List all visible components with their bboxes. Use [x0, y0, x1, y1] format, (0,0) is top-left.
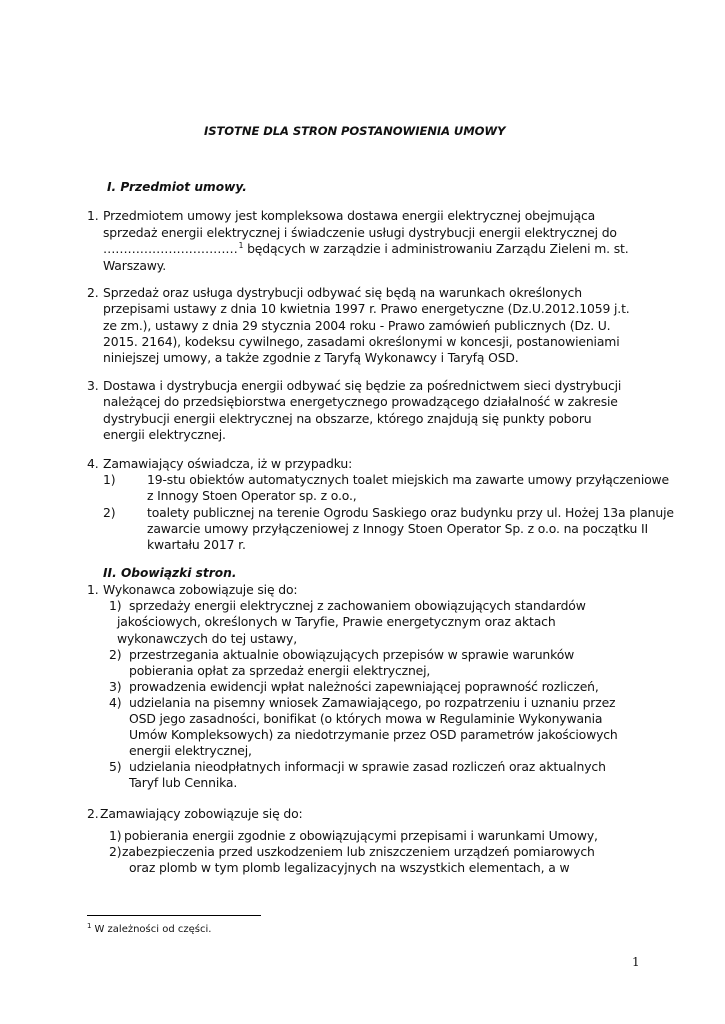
paragraph-line: udzielania nieodpłatnych informacji w sprawie zasad rozliczeń oraz aktualnych [129, 759, 606, 774]
paragraph-line: Wykonawca zobowiązuje się do: [103, 582, 298, 597]
paragraph-line: sprzedaży energii elektrycznej z zachowaniem obowiązujących standardów [129, 598, 586, 613]
page-number: 1 [632, 955, 640, 969]
item-number: 2. [87, 285, 99, 300]
item-number: 1. [87, 208, 99, 223]
paragraph-line: Dostawa i dystrybucja energii odbywać się będzie za pośrednictwem sieci dystrybucji [103, 378, 622, 393]
sub-item-number: 1) [109, 598, 122, 613]
paragraph-line: prowadzenia ewidencji wpłat należności zapewniającej poprawność rozliczeń, [129, 679, 599, 694]
paragraph-line: należącej do przedsiębiorstwa energetycznego prowadzącego działalność w zakresie [103, 394, 618, 409]
footnote-separator [87, 915, 261, 916]
paragraph-line: sprzedaż energii elektrycznej i świadczenie usługi dystrybucji energii elektrycznej do [103, 225, 617, 240]
paragraph-line: toalety publicznej na terenie Ogrodu Saskiego oraz budynku przy ul. Hożej 13a planuje [147, 505, 674, 520]
paragraph-line: pobierania energii zgodnie z obowiązującymi przepisami i warunkami Umowy, [124, 828, 598, 843]
paragraph-line: dystrybucji energii elektrycznej na obszarze, którego znajdują się punkty poboru [103, 411, 592, 426]
footnote-reference[interactable]: 1 [238, 241, 244, 250]
paragraph-line: Umów Kompleksowych) za niedotrzymanie przez OSD parametrów jakościowych [129, 727, 618, 742]
paragraph-line: zabezpieczenia przed uszkodzeniem lub zniszczeniem urządzeń pomiarowych [122, 844, 595, 859]
footnote [87, 924, 211, 935]
section-heading-1: I. Przedmiot umowy. [107, 180, 247, 194]
paragraph-line: Przedmiotem umowy jest kompleksowa dostawa energii elektrycznej obejmująca [103, 208, 596, 223]
paragraph-line-rest: będących w zarządzie i administrowaniu Zarządu Zieleni m. st. [243, 241, 629, 256]
sub-item-number: 2) [103, 505, 116, 520]
footnote-text: W zależności od części. [94, 924, 212, 935]
paragraph-line: energii elektrycznej, [129, 743, 252, 758]
paragraph-line: wykonawczych do tej ustawy, [117, 631, 297, 646]
sub-item-number: 1) [103, 472, 116, 487]
footnote-marker: 1 [87, 922, 92, 930]
item-number: 3. [87, 378, 99, 393]
paragraph-line: jakościowych, określonych w Taryfie, Prawie energetycznym oraz aktach [117, 614, 556, 629]
section-heading-2: II. Obowiązki stron. [103, 566, 237, 580]
paragraph-line: udzielania na pisemny wniosek Zamawiającego, po rozpatrzeniu i uznaniu przez [129, 695, 616, 710]
paragraph-line [103, 241, 629, 260]
paragraph-line: Warszawy. [103, 258, 166, 273]
paragraph-line: przepisami ustawy z dnia 10 kwietnia 1997 r. Prawo energetyczne (Dz.U.2012.1059 j.t. [103, 301, 630, 316]
item-number: 1. [87, 582, 99, 597]
paragraph-line: 2015. 2164), kodeksu cywilnego, zasadami określonymi w koncesji, postanowieniami [103, 334, 620, 349]
document-title: ISTOTNE DLA STRON POSTANOWIENIA UMOWY [204, 124, 506, 138]
paragraph-line: OSD jego zasadności, bonifikat (o których mowa w Regulaminie Wykonywania [129, 711, 603, 726]
sub-item-number: 1) [109, 828, 122, 843]
paragraph-line: przestrzegania aktualnie obowiązujących przepisów w sprawie warunków [129, 647, 575, 662]
paragraph-line: zawarcie umowy przyłączeniowej z Innogy Stoen Operator Sp. z o.o. na początku II [147, 521, 648, 536]
paragraph-line: Zamawiający zobowiązuje się do: [100, 806, 303, 821]
item-number: 4. [87, 456, 99, 471]
paragraph-line: Zamawiający oświadcza, iż w przypadku: [103, 456, 353, 471]
paragraph-line: pobierania opłat za sprzedaż energii elektrycznej, [129, 663, 431, 678]
paragraph-line: z Innogy Stoen Operator sp. z o.o., [147, 488, 357, 503]
paragraph-line: energii elektrycznej. [103, 427, 226, 442]
sub-item-number: 5) [109, 759, 122, 774]
paragraph-line: oraz plomb w tym plomb legalizacyjnych na wszystkich elementach, a w [129, 860, 570, 875]
paragraph-line: Taryf lub Cennika. [129, 775, 238, 790]
blank-dots: …………………………… [103, 241, 238, 256]
sub-item-number: 3) [109, 679, 122, 694]
paragraph-line: niniejszej umowy, a także zgodnie z Taryfą Wykonawcy i Taryfą OSD. [103, 350, 519, 365]
sub-item-number: 2) [109, 844, 122, 859]
paragraph-line: 19-stu obiektów automatycznych toalet miejskich ma zawarte umowy przyłączeniowe [147, 472, 670, 487]
sub-item-number: 2) [109, 647, 122, 662]
sub-item-number: 4) [109, 695, 122, 710]
item-number: 2. [87, 806, 99, 821]
paragraph-line: ze zm.), ustawy z dnia 29 stycznia 2004 roku - Prawo zamówień publicznych (Dz. U. [103, 318, 611, 333]
paragraph-line: kwartału 2017 r. [147, 537, 246, 552]
paragraph-line: Sprzedaż oraz usługa dystrybucji odbywać się będą na warunkach określonych [103, 285, 582, 300]
